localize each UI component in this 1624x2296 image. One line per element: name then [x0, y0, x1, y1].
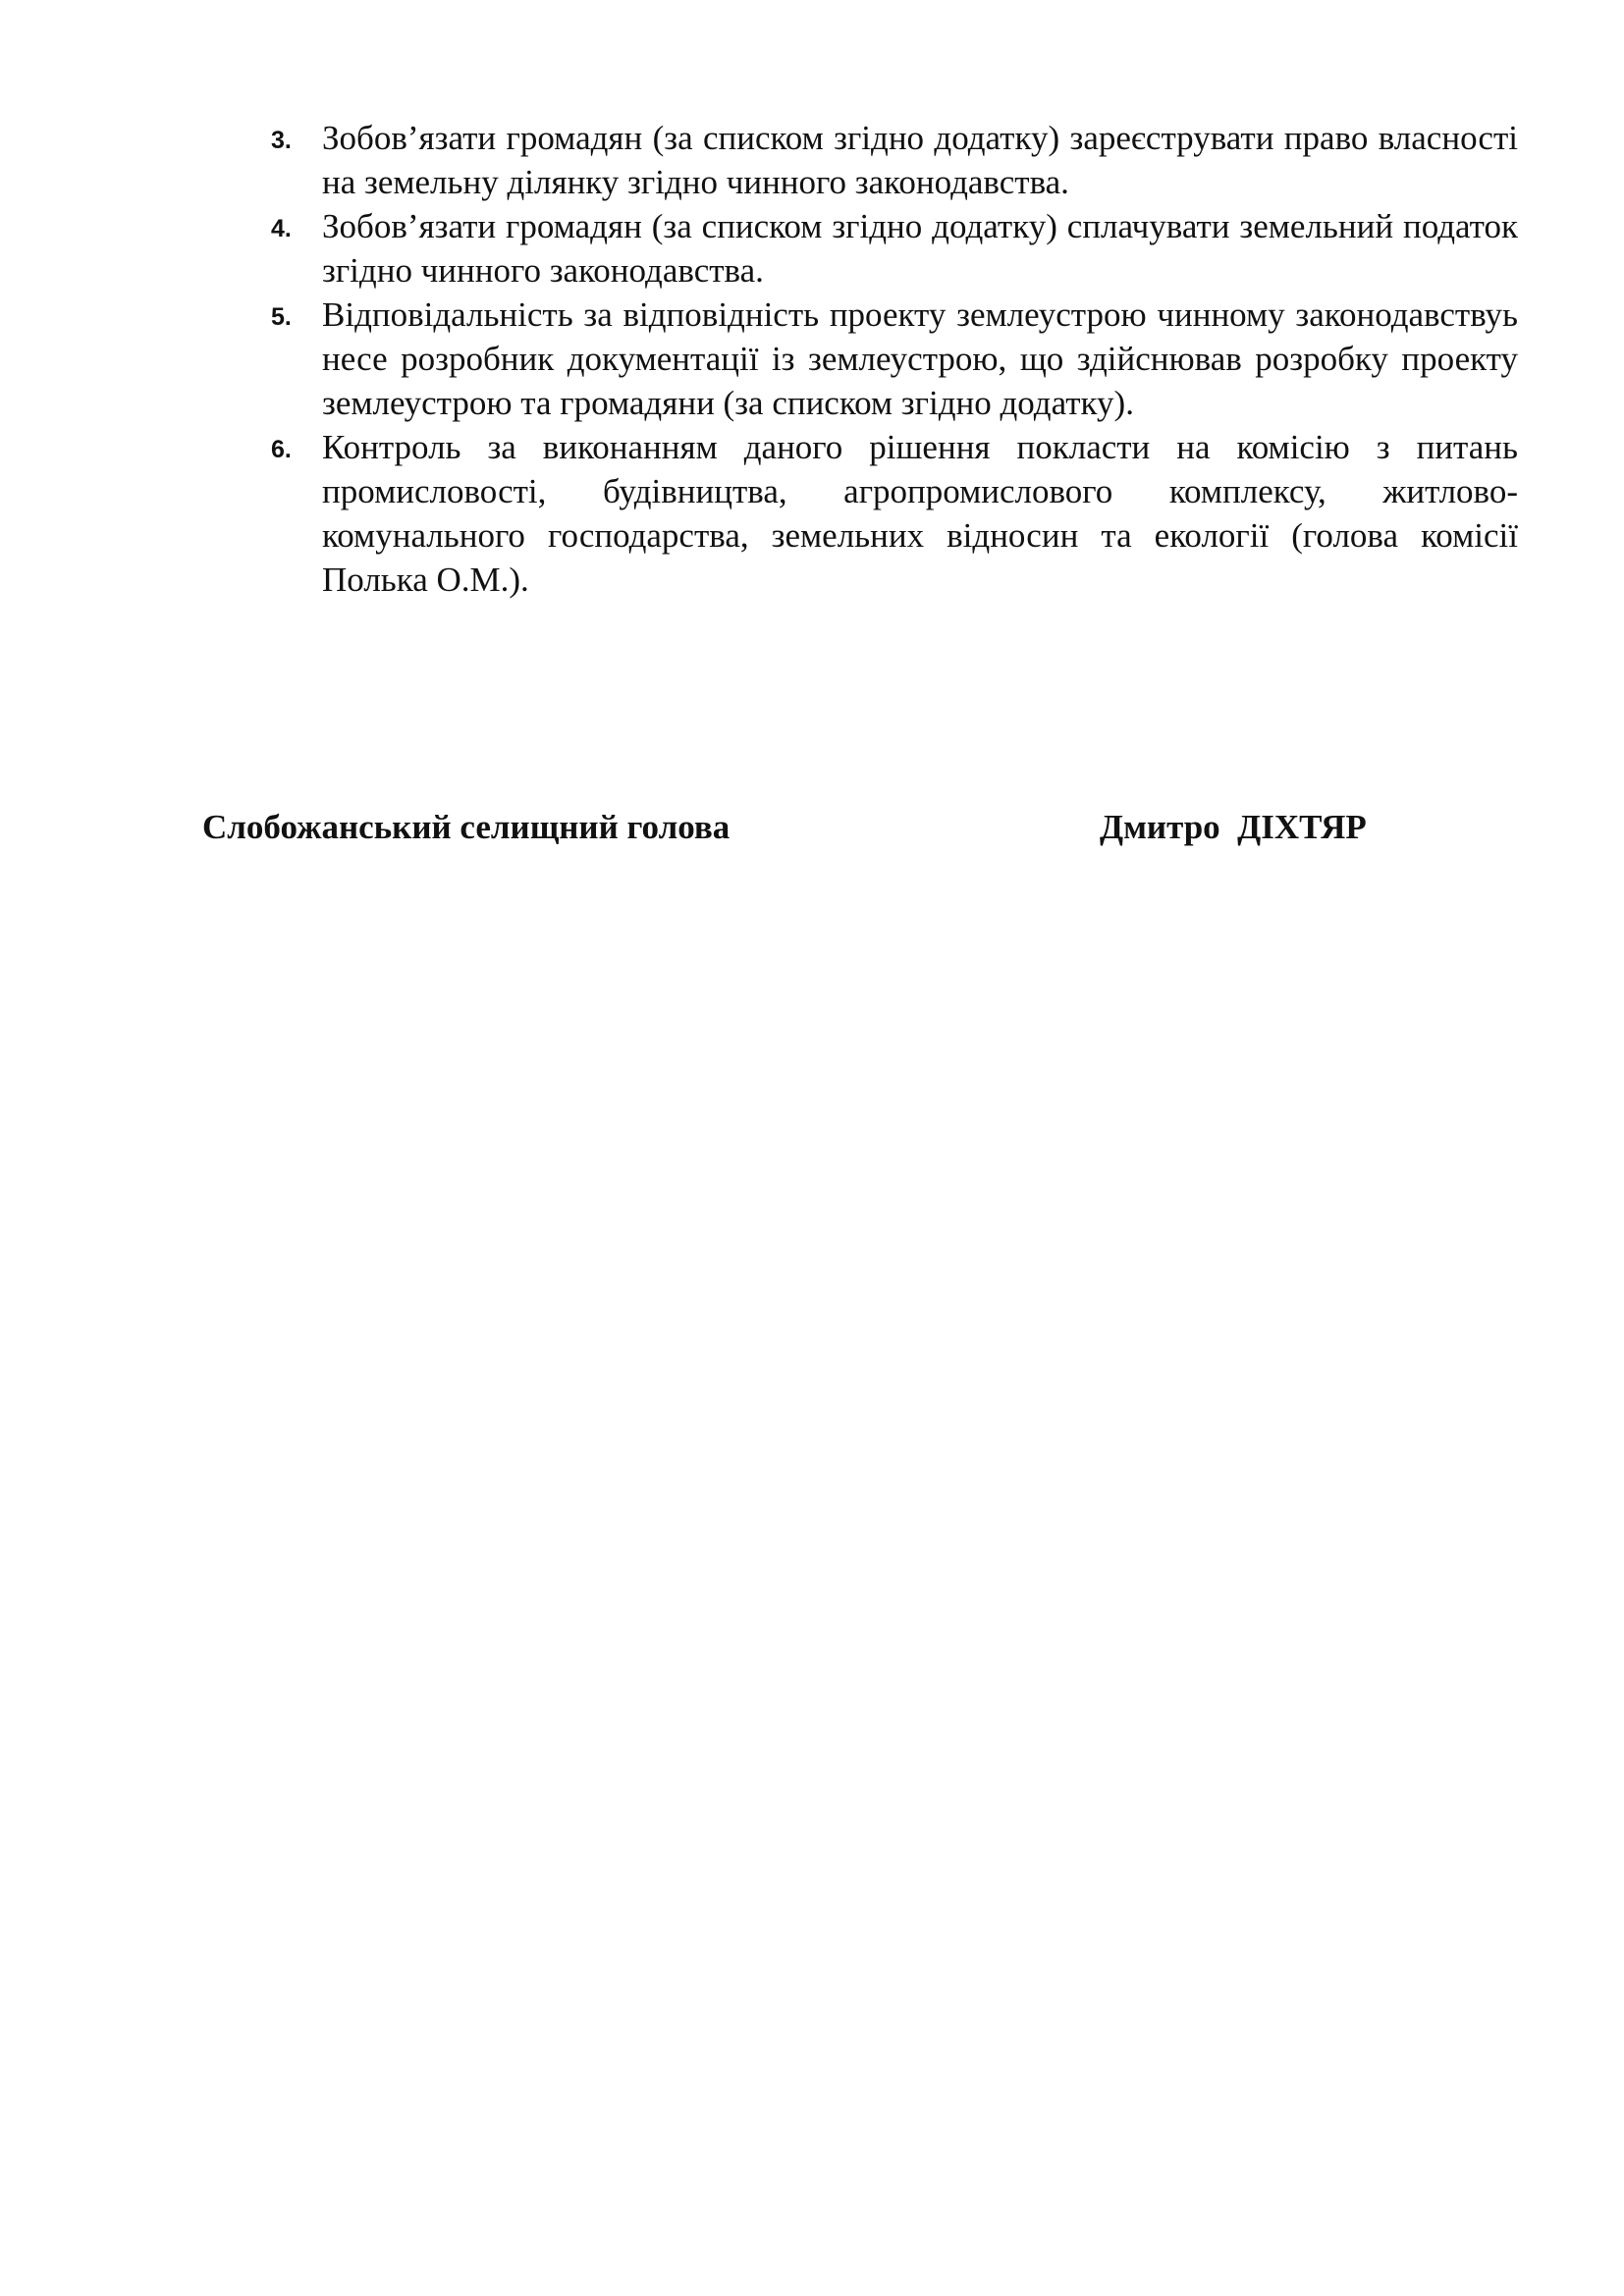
- item-text: Зобов’язати громадян (за списком згідно додатку) зареєструвати право власності на земельну ділянку згідно чинного законодавства.: [322, 119, 1518, 201]
- item-text: Контроль за виконанням даного рішення покласти на комісію з питань промисловості, будівництва, агропромислового комплексу, житлово-комунального господарства, земельних відносин та екології (голова комісії Полька О.М.).: [322, 428, 1518, 599]
- item-number: 5.: [271, 303, 292, 331]
- signatory-title: Слобожанський селищний голова: [202, 808, 731, 846]
- item-text: Відповідальність за відповідність проекту землеустрою чинному законодавствуь несе розробник документації із землеустрою, що здійснював розробку проекту землеустрою та громадяни (за списком згідно додатку).: [322, 295, 1518, 422]
- list-item: [263, 293, 1518, 425]
- list-item: [263, 204, 1518, 293]
- list-item: [263, 425, 1518, 602]
- item-text: Зобов’язати громадян (за списком згідно додатку) сплачувати земельний податок згідно чинного законодавства.: [322, 207, 1518, 290]
- list-item: [263, 116, 1518, 204]
- item-number: 6.: [271, 436, 292, 463]
- signature-block: [0, 803, 1624, 852]
- item-number: 4.: [271, 215, 292, 242]
- signatory-name: Дмитро ДІХТЯР: [1100, 808, 1367, 846]
- decision-list: [263, 116, 1518, 602]
- item-number: 3.: [271, 127, 292, 154]
